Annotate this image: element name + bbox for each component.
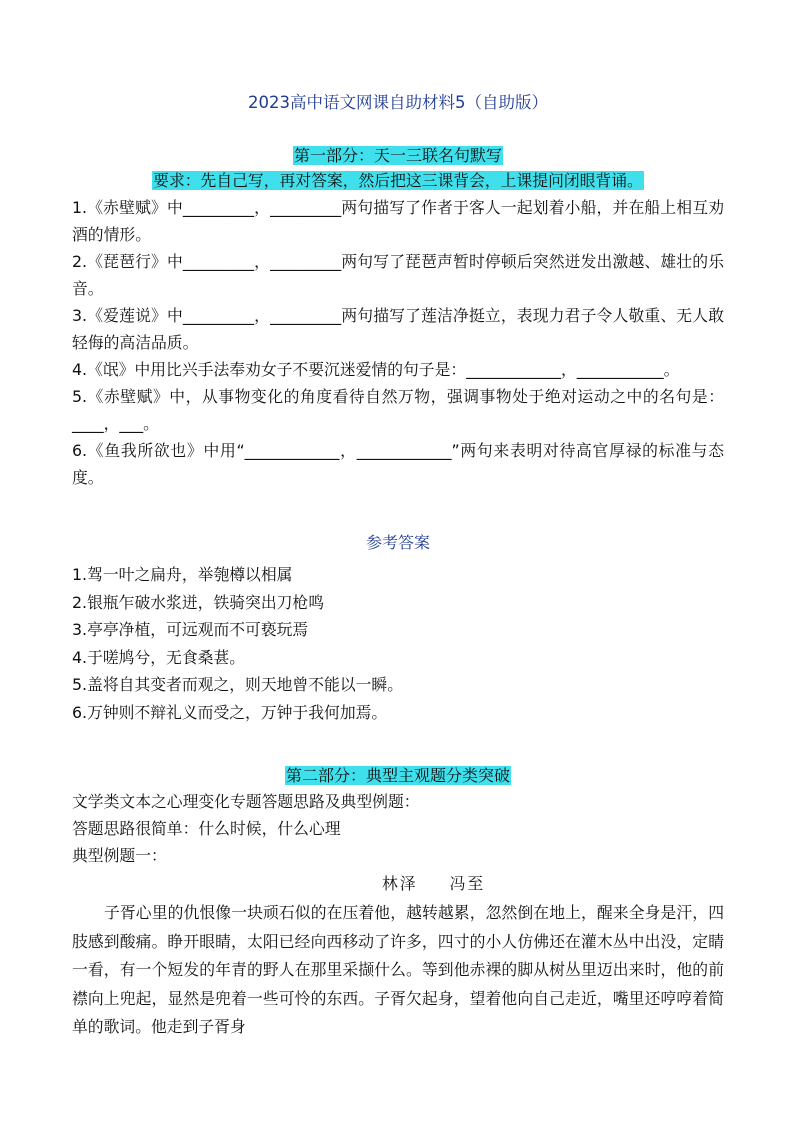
- question-item: 2.《琵琶行》中_________，_________两句写了琵琶声暂时停顿后突然迸发出激越、雄壮的乐音。: [72, 252, 724, 298]
- answer-item: 2.银瓶乍破水浆迸，铁骑突出刀枪鸣: [72, 592, 325, 612]
- part1-requirement: [72, 168, 724, 194]
- question-item: 6.《鱼我所欲也》中用“____________，____________”两句来表明对待高官厚禄的标准与态度。: [72, 441, 724, 487]
- part1-requirement-text: 要求：先自己写，再对答案，然后把这三课背会，上课提问闭眼背诵。: [153, 171, 643, 190]
- question-item: 3.《爱莲说》中_________，_________两句描写了莲洁净挺立，表现力君子令人敬重、无人敢轻侮的高洁品质。: [72, 306, 724, 352]
- answer-list: [72, 561, 724, 726]
- part2-heading: [72, 764, 724, 788]
- part2-approach: 答题思路很简单：什么时候，什么心理: [72, 819, 341, 838]
- document-page: [72, 92, 724, 1042]
- answer-item: 3.亭亭净植，可远观而不可亵玩焉: [72, 620, 309, 639]
- answers-heading: 参考答案: [365, 533, 430, 552]
- part2-intro: 文学类文本之心理变化专题答题思路及典型例题：: [72, 792, 420, 811]
- question-item: 5.《赤壁赋》中，从事物变化的角度看待自然万物，强调事物处于绝对运动之中的名句是：____，___。: [72, 387, 724, 433]
- part2-heading-text: 第二部分：典型主观题分类突破: [285, 766, 510, 785]
- question-list: [72, 194, 724, 491]
- article-byline: [72, 869, 724, 899]
- part1-heading-text: 第一部分：天一三联名句默写: [293, 146, 502, 165]
- part1-heading: [72, 144, 724, 168]
- article-paragraph: 子胥心里的仇恨像一块顽石似的在压着他，越转越累，忽然倒在地上，醒来全身是汗，四肢感到酸痛。睁开眼睛，太阳已经向西移动了许多，四寸的小人仿佛还在灌木丛中出没，定睛一看，有一个短发的年青的野人在那里采撷什么。等到他赤裸的脚从树丛里迈出来时，他的前襟向上兜起，显然是兜着一些可怜的东西。子胥欠起身，望着他向自己走近，嘴里还哼哼着简单的歌词。他走到子胥身: [72, 903, 724, 1036]
- article-author: 冯至: [449, 874, 486, 893]
- answer-item: 1.驾一叶之扁舟，举匏樽以相属: [72, 565, 293, 584]
- part2-section: [72, 764, 724, 1042]
- question-item: 1.《赤壁赋》中_________，_________两句描写了作者于客人一起划着小船，并在船上相互劝酒的情形。: [72, 198, 724, 244]
- article-title: 林泽: [382, 874, 418, 893]
- part2-example-label: 典型例题一：: [72, 846, 167, 865]
- answer-item: 4.于嗟鸠兮，无食桑葚。: [72, 647, 246, 667]
- document-title: 2023高中语文网课自助材料5（自助版）: [248, 93, 548, 112]
- answer-item: 6.万钟则不辩礼义而受之，万钟于我何加焉。: [72, 702, 388, 722]
- answer-item: 5.盖将自其变者而观之，则天地曾不能以一瞬。: [72, 675, 404, 694]
- question-item: 4.《氓》中用比兴手法奉劝女子不要沉迷爱情的句子是：____________，___________。: [72, 360, 680, 379]
